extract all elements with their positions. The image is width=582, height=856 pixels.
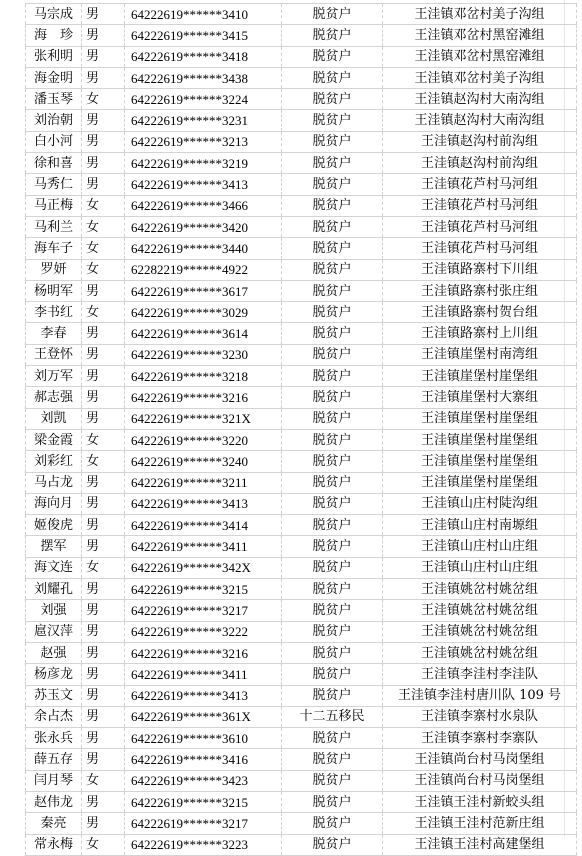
- table-row: [26, 110, 577, 131]
- name-cell: 海金明: [26, 67, 82, 88]
- sex-cell: 男: [82, 791, 125, 812]
- household-type-cell: 脱贫户: [282, 685, 383, 706]
- sex-cell: 男: [82, 46, 125, 67]
- household-type-cell: 脱贫户: [282, 110, 383, 131]
- sex-cell: 女: [82, 557, 125, 578]
- address-cell: 王洼镇邓岔村黑窑滩组: [383, 25, 577, 46]
- sex-cell: 男: [82, 174, 125, 195]
- name-cell: 张利明: [26, 46, 82, 67]
- household-type-cell: 脱贫户: [282, 174, 383, 195]
- sex-cell: 男: [82, 706, 125, 727]
- household-type-cell: 脱贫户: [282, 25, 383, 46]
- household-type-cell: 脱贫户: [282, 664, 383, 685]
- address-cell: 王洼镇路寨村上川组: [383, 323, 577, 344]
- name-cell: 海向月: [26, 493, 82, 514]
- sex-cell: 女: [82, 770, 125, 791]
- sex-cell: 女: [82, 259, 125, 280]
- table-row: [26, 429, 577, 450]
- address-cell: 王洼镇姚岔村姚岔组: [383, 579, 577, 600]
- sex-cell: 男: [82, 4, 125, 25]
- table-row: [26, 813, 577, 834]
- name-cell: 马占龙: [26, 472, 82, 493]
- household-type-cell: 脱贫户: [282, 557, 383, 578]
- table-row: [26, 557, 577, 578]
- id-number-cell: 64222619******3224: [125, 89, 282, 110]
- id-number-cell: 64222619******3411: [125, 536, 282, 557]
- address-cell: 王洼镇尚台村马岗堡组: [383, 749, 577, 770]
- id-number-cell: 64222619******3413: [125, 685, 282, 706]
- table-row: [26, 536, 577, 557]
- household-type-cell: 脱贫户: [282, 344, 383, 365]
- id-number-cell: 64222619******3410: [125, 4, 282, 25]
- address-cell: 王洼镇姚岔村姚岔组: [383, 642, 577, 663]
- id-number-cell: 64222619******3617: [125, 280, 282, 301]
- sex-cell: 女: [82, 238, 125, 259]
- address-cell: 王洼镇赵沟村大南沟组: [383, 89, 577, 110]
- name-cell: 余占杰: [26, 706, 82, 727]
- id-number-cell: 64222619******3411: [125, 664, 282, 685]
- table-row: [26, 706, 577, 727]
- name-cell: 摆军: [26, 536, 82, 557]
- name-cell: 刘耀孔: [26, 579, 82, 600]
- table-row: [26, 834, 577, 855]
- address-cell: 王洼镇崖堡村崖堡组: [383, 366, 577, 387]
- table-row: [26, 600, 577, 621]
- address-cell: 王洼镇王洼村高建堡组: [383, 834, 577, 855]
- table-row: [26, 770, 577, 791]
- id-number-cell: 64222619******3614: [125, 323, 282, 344]
- name-cell: 杨彦龙: [26, 664, 82, 685]
- address-cell: 王洼镇山庄村山庄组: [383, 536, 577, 557]
- household-type-cell: 脱贫户: [282, 67, 383, 88]
- address-cell: 王洼镇邓岔村美子沟组: [383, 67, 577, 88]
- name-cell: 王登怀: [26, 344, 82, 365]
- table-row: [26, 387, 577, 408]
- household-type-cell: 脱贫户: [282, 813, 383, 834]
- address-cell: 王洼镇崖堡村崖堡组: [383, 429, 577, 450]
- table-row: [26, 728, 577, 749]
- table-row: [26, 685, 577, 706]
- address-cell: 王洼镇姚岔村姚岔组: [383, 600, 577, 621]
- household-type-cell: 脱贫户: [282, 302, 383, 323]
- address-cell: 王洼镇姚岔村姚岔组: [383, 621, 577, 642]
- table-row: [26, 89, 577, 110]
- sex-cell: 男: [82, 387, 125, 408]
- table-row: [26, 621, 577, 642]
- household-type-cell: 脱贫户: [282, 749, 383, 770]
- address-cell: 王洼镇李洼村李洼队: [383, 664, 577, 685]
- id-number-cell: 64222619******3420: [125, 216, 282, 237]
- table-row: [26, 4, 577, 25]
- address-cell: 王洼镇尚台村马岗堡组: [383, 770, 577, 791]
- id-number-cell: 64222619******3415: [125, 25, 282, 46]
- household-type-cell: 脱贫户: [282, 366, 383, 387]
- household-type-cell: 十二五移民: [282, 706, 383, 727]
- table-row: [26, 67, 577, 88]
- id-number-cell: 64222619******3215: [125, 791, 282, 812]
- table-row: [26, 408, 577, 429]
- id-number-cell: 64222619******3231: [125, 110, 282, 131]
- sex-cell: 男: [82, 642, 125, 663]
- name-cell: 赵强: [26, 642, 82, 663]
- address-cell: 王洼镇邓岔村黑窑滩组: [383, 46, 577, 67]
- household-type-cell: 脱贫户: [282, 387, 383, 408]
- id-number-cell: 64222619******3220: [125, 429, 282, 450]
- household-type-cell: 脱贫户: [282, 791, 383, 812]
- id-number-cell: 64222619******3418: [125, 46, 282, 67]
- household-type-cell: 脱贫户: [282, 323, 383, 344]
- table-row: [26, 493, 577, 514]
- address-cell: 王洼镇花芦村马河组: [383, 238, 577, 259]
- table-row: [26, 280, 577, 301]
- household-type-cell: 脱贫户: [282, 429, 383, 450]
- id-number-cell: 64222619******3217: [125, 600, 282, 621]
- table-body: [26, 4, 577, 856]
- id-number-cell: 64222619******3216: [125, 642, 282, 663]
- id-number-cell: 64222619******3423: [125, 770, 282, 791]
- name-cell: 海文连: [26, 557, 82, 578]
- id-number-cell: 64222619******3610: [125, 728, 282, 749]
- household-type-cell: 脱贫户: [282, 770, 383, 791]
- table-row: [26, 153, 577, 174]
- name-cell: 闫月琴: [26, 770, 82, 791]
- beneficiary-table: [25, 3, 577, 856]
- household-type-cell: 脱贫户: [282, 451, 383, 472]
- id-number-cell: 64222619******3216: [125, 387, 282, 408]
- table-row: [26, 642, 577, 663]
- name-cell: 马利兰: [26, 216, 82, 237]
- table-row: [26, 259, 577, 280]
- household-type-cell: 脱贫户: [282, 153, 383, 174]
- household-type-cell: 脱贫户: [282, 216, 383, 237]
- address-cell: 王洼镇赵沟村大南沟组: [383, 110, 577, 131]
- id-number-cell: 64222619******3211: [125, 472, 282, 493]
- name-cell: 刘治朝: [26, 110, 82, 131]
- household-type-cell: 脱贫户: [282, 4, 383, 25]
- name-cell: 马宗成: [26, 4, 82, 25]
- address-cell: 王洼镇邓岔村美子沟组: [383, 4, 577, 25]
- name-cell: 杨明军: [26, 280, 82, 301]
- household-type-cell: 脱贫户: [282, 131, 383, 152]
- name-cell: 刘彩红: [26, 451, 82, 472]
- sex-cell: 男: [82, 493, 125, 514]
- household-type-cell: 脱贫户: [282, 46, 383, 67]
- sex-cell: 男: [82, 153, 125, 174]
- table-row: [26, 46, 577, 67]
- id-number-cell: 64222619******3438: [125, 67, 282, 88]
- sex-cell: 女: [82, 302, 125, 323]
- name-cell: 海车子: [26, 238, 82, 259]
- name-cell: 刘万军: [26, 366, 82, 387]
- household-type-cell: 脱贫户: [282, 621, 383, 642]
- name-cell: 李春: [26, 323, 82, 344]
- id-number-cell: 64222619******342X: [125, 557, 282, 578]
- id-number-cell: 64222619******321X: [125, 408, 282, 429]
- table-row: [26, 366, 577, 387]
- household-type-cell: 脱贫户: [282, 89, 383, 110]
- name-cell: 李书红: [26, 302, 82, 323]
- address-cell: 王洼镇山庄村陡沟组: [383, 493, 577, 514]
- name-cell: 梁金霞: [26, 429, 82, 450]
- address-cell: 王洼镇崖堡村大寨组: [383, 387, 577, 408]
- household-type-cell: 脱贫户: [282, 195, 383, 216]
- address-cell: 王洼镇路寨村下川组: [383, 259, 577, 280]
- id-number-cell: 64222619******361X: [125, 706, 282, 727]
- address-cell: 王洼镇李寨村水泉队: [383, 706, 577, 727]
- address-cell: 王洼镇赵沟村前沟组: [383, 153, 577, 174]
- name-cell: 张永兵: [26, 728, 82, 749]
- address-cell: 王洼镇崖堡村南湾组: [383, 344, 577, 365]
- address-cell: 王洼镇路寨村贺台组: [383, 302, 577, 323]
- sex-cell: 男: [82, 472, 125, 493]
- household-type-cell: 脱贫户: [282, 408, 383, 429]
- household-type-cell: 脱贫户: [282, 834, 383, 855]
- sex-cell: 男: [82, 664, 125, 685]
- table-row: [26, 174, 577, 195]
- table-row: [26, 344, 577, 365]
- name-cell: 海 珍: [26, 25, 82, 46]
- sex-cell: 男: [82, 813, 125, 834]
- table-row: [26, 323, 577, 344]
- sex-cell: 男: [82, 515, 125, 536]
- table-row: [26, 195, 577, 216]
- household-type-cell: 脱贫户: [282, 515, 383, 536]
- sex-cell: 男: [82, 600, 125, 621]
- id-number-cell: 62282219******4922: [125, 259, 282, 280]
- id-number-cell: 64222619******3414: [125, 515, 282, 536]
- table-row: [26, 238, 577, 259]
- address-cell: 王洼镇花芦村马河组: [383, 174, 577, 195]
- household-type-cell: 脱贫户: [282, 259, 383, 280]
- id-number-cell: 64222619******3222: [125, 621, 282, 642]
- id-number-cell: 64222619******3218: [125, 366, 282, 387]
- table-row: [26, 451, 577, 472]
- name-cell: 郝志强: [26, 387, 82, 408]
- address-cell: 王洼镇崖堡村崖堡组: [383, 472, 577, 493]
- id-number-cell: 64222619******3223: [125, 834, 282, 855]
- sex-cell: 女: [82, 834, 125, 855]
- sex-cell: 男: [82, 131, 125, 152]
- sex-cell: 男: [82, 579, 125, 600]
- table-row: [26, 664, 577, 685]
- name-cell: 苏玉文: [26, 685, 82, 706]
- household-type-cell: 脱贫户: [282, 600, 383, 621]
- household-type-cell: 脱贫户: [282, 493, 383, 514]
- sex-cell: 男: [82, 749, 125, 770]
- name-cell: 赵伟龙: [26, 791, 82, 812]
- id-number-cell: 64222619******3466: [125, 195, 282, 216]
- sex-cell: 男: [82, 685, 125, 706]
- sex-cell: 男: [82, 323, 125, 344]
- sex-cell: 男: [82, 67, 125, 88]
- table-row: [26, 472, 577, 493]
- name-cell: 常永梅: [26, 834, 82, 855]
- name-cell: 罗妍: [26, 259, 82, 280]
- household-type-cell: 脱贫户: [282, 579, 383, 600]
- name-cell: 刘凯: [26, 408, 82, 429]
- table-row: [26, 216, 577, 237]
- address-cell: 王洼镇李洼村唐川队 109 号: [383, 685, 577, 706]
- id-number-cell: 64222619******3240: [125, 451, 282, 472]
- household-type-cell: 脱贫户: [282, 472, 383, 493]
- table-row: [26, 302, 577, 323]
- table-row: [26, 131, 577, 152]
- address-cell: 王洼镇山庄村山庄组: [383, 557, 577, 578]
- table-row: [26, 791, 577, 812]
- name-cell: 刘强: [26, 600, 82, 621]
- sex-cell: 男: [82, 536, 125, 557]
- sex-cell: 男: [82, 366, 125, 387]
- household-type-cell: 脱贫户: [282, 238, 383, 259]
- name-cell: 白小河: [26, 131, 82, 152]
- id-number-cell: 64222619******3213: [125, 131, 282, 152]
- name-cell: 潘玉琴: [26, 89, 82, 110]
- name-cell: 薛五存: [26, 749, 82, 770]
- id-number-cell: 64222619******3413: [125, 493, 282, 514]
- table-row: [26, 25, 577, 46]
- table-row: [26, 749, 577, 770]
- sex-cell: 男: [82, 408, 125, 429]
- name-cell: 马秀仁: [26, 174, 82, 195]
- sex-cell: 女: [82, 89, 125, 110]
- id-number-cell: 64222619******3029: [125, 302, 282, 323]
- address-cell: 王洼镇李寨村李寨队: [383, 728, 577, 749]
- name-cell: 马正梅: [26, 195, 82, 216]
- sex-cell: 女: [82, 195, 125, 216]
- address-cell: 王洼镇赵沟村前沟组: [383, 131, 577, 152]
- sex-cell: 女: [82, 216, 125, 237]
- name-cell: 扈汉萍: [26, 621, 82, 642]
- sex-cell: 男: [82, 110, 125, 131]
- address-cell: 王洼镇崖堡村崖堡组: [383, 408, 577, 429]
- household-type-cell: 脱贫户: [282, 728, 383, 749]
- name-cell: 徐和喜: [26, 153, 82, 174]
- household-type-cell: 脱贫户: [282, 280, 383, 301]
- id-number-cell: 64222619******3413: [125, 174, 282, 195]
- id-number-cell: 64222619******3416: [125, 749, 282, 770]
- address-cell: 王洼镇花芦村马河组: [383, 195, 577, 216]
- address-cell: 王洼镇王洼村新蛟头组: [383, 791, 577, 812]
- sex-cell: 男: [82, 280, 125, 301]
- household-type-cell: 脱贫户: [282, 642, 383, 663]
- sex-cell: 女: [82, 429, 125, 450]
- sex-cell: 男: [82, 728, 125, 749]
- table-row: [26, 515, 577, 536]
- name-cell: 姬俊虎: [26, 515, 82, 536]
- sex-cell: 男: [82, 621, 125, 642]
- sex-cell: 男: [82, 344, 125, 365]
- name-cell: 秦亮: [26, 813, 82, 834]
- id-number-cell: 64222619******3217: [125, 813, 282, 834]
- address-cell: 王洼镇山庄村南塬组: [383, 515, 577, 536]
- household-type-cell: 脱贫户: [282, 536, 383, 557]
- id-number-cell: 64222619******3440: [125, 238, 282, 259]
- address-cell: 王洼镇路寨村张庄组: [383, 280, 577, 301]
- id-number-cell: 64222619******3215: [125, 579, 282, 600]
- address-cell: 王洼镇王洼村范新庄组: [383, 813, 577, 834]
- sex-cell: 男: [82, 25, 125, 46]
- id-number-cell: 64222619******3230: [125, 344, 282, 365]
- address-cell: 王洼镇花芦村马河组: [383, 216, 577, 237]
- id-number-cell: 64222619******3219: [125, 153, 282, 174]
- address-cell: 王洼镇崖堡村崖堡组: [383, 451, 577, 472]
- sex-cell: 女: [82, 451, 125, 472]
- table-row: [26, 579, 577, 600]
